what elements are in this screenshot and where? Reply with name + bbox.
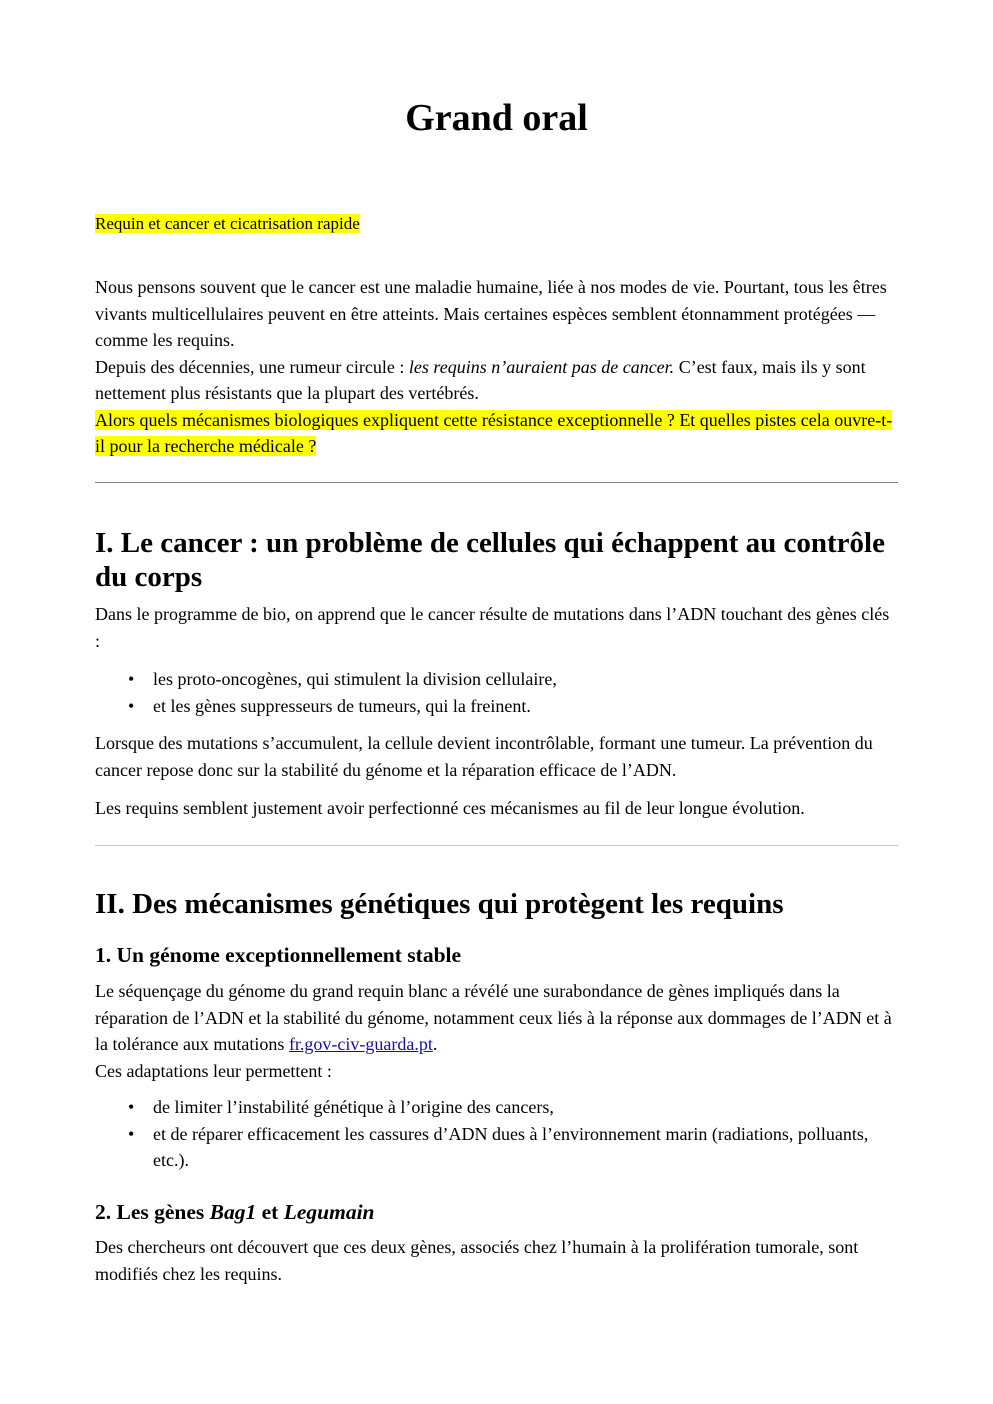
intro-question	[95, 407, 901, 460]
link-suffix: .	[432, 1034, 438, 1054]
subsection-1-heading: 1. Un génome exceptionnellement stable	[95, 943, 462, 967]
intro-paragraph-2	[95, 354, 901, 407]
list-item	[95, 1094, 898, 1121]
question-highlight: Alors quels mécanismes biologiques expliquent cette résistance exceptionnelle ? Et quelles pistes cela ouvre-t-il pour la recherche médicale ?	[95, 409, 893, 456]
section-2-heading: II. Des mécanismes génétiques qui protègent les requins	[95, 888, 784, 920]
subtitle	[95, 211, 360, 237]
section-1-intro: Dans le programme de bio, on apprend que le cancer résulte de mutations dans l’ADN touchant des gènes clés :	[95, 604, 890, 651]
heading-start: 2. Les gènes	[95, 1200, 210, 1224]
subsection-1-text: Le séquençage du génome du grand requin blanc a révélé une surabondance de gènes impliqués dans la réparation de l’ADN et la stabilité du génome, notamment ceux liés à la réponse aux dommages de l’ADN et à la tolérance aux mutations	[95, 981, 892, 1054]
intro-p2-end: C’est faux, mais ils y sont nettement plus résistants que la plupart des vertébrés.	[95, 356, 866, 403]
list-item-text: les proto-oncogènes, qui stimulent la division cellulaire,	[153, 669, 557, 689]
divider-2	[95, 845, 898, 846]
list-item	[95, 666, 898, 693]
gene-legumain: Legumain	[283, 1200, 375, 1224]
subsection-2-heading	[95, 1198, 375, 1226]
section-1-paragraph-2: Lorsque des mutations s’accumulent, la cellule devient incontrôlable, formant une tumeur. La prévention du cancer repose donc sur la stabilité du génome et la réparation efficace de l’ADN.	[95, 733, 873, 780]
section-1-heading: I. Le cancer : un problème de cellules qui échappent au contrôle du corps	[95, 527, 885, 593]
heading-mid: et	[256, 1200, 284, 1224]
bullet-icon: •	[128, 1097, 135, 1117]
intro-paragraph-1: Nous pensons souvent que le cancer est une maladie humaine, liée à nos modes de vie. Pourtant, tous les êtres vivants multicellulaires peuvent en être atteints. Mais certaines espèces semblent étonnamment protégées — comme les requins.	[95, 277, 887, 350]
subsection-1-line-2: Ces adaptations leur permettent :	[95, 1060, 332, 1081]
bullet-icon: •	[128, 1123, 135, 1144]
document-title: Grand oral	[405, 97, 588, 139]
subtitle-highlight: Requin et cancer et cicatrisation rapide	[95, 214, 360, 233]
divider-1	[95, 482, 898, 483]
section-1-list	[95, 666, 898, 719]
list-item-text: et de réparer efficacement les cassures d’ADN dues à l’environnement marin (radiations, polluants, etc.).	[153, 1123, 869, 1170]
list-item-text: de limiter l’instabilité génétique à l’origine des cancers,	[153, 1097, 554, 1117]
intro-rumor: les requins n’auraient pas de cancer.	[408, 356, 675, 377]
subsection-2-paragraph: Des chercheurs ont découvert que ces deux gènes, associés chez l’humain à la prolifération tumorale, sont modifiés chez les requins.	[95, 1237, 859, 1284]
bullet-icon: •	[128, 695, 135, 716]
list-item	[95, 1121, 898, 1174]
section-1-paragraph-3: Les requins semblent justement avoir perfectionné ces mécanismes au fil de leur longue évolution.	[95, 798, 805, 818]
subsection-1-body	[95, 978, 898, 1084]
subsection-1-list	[95, 1094, 898, 1174]
source-link[interactable]: fr.gov-civ-guarda.pt	[288, 1034, 433, 1054]
intro-p2-start: Depuis des décennies, une rumeur circule :	[95, 356, 409, 377]
list-item	[95, 693, 898, 720]
gene-bag1: Bag1	[209, 1200, 257, 1224]
bullet-icon: •	[128, 669, 135, 689]
intro-block	[95, 274, 901, 460]
list-item-text: et les gènes suppresseurs de tumeurs, qui la freinent.	[153, 695, 531, 716]
subsection-1-paragraph	[95, 978, 898, 1084]
